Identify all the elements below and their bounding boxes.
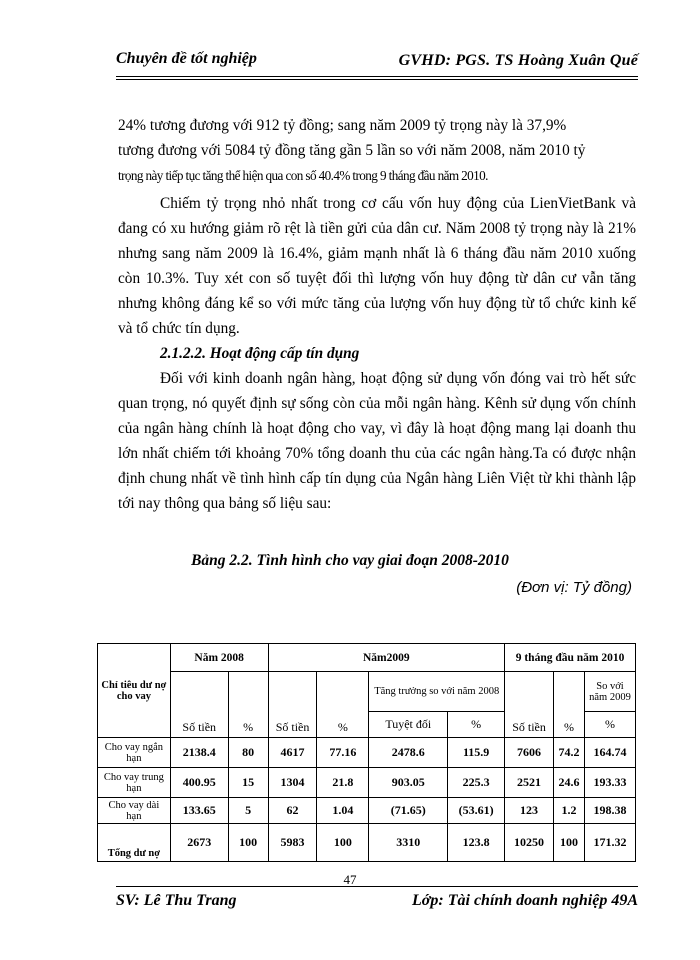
section-heading: 2.1.2.2. Hoạt động cấp tín dụng	[160, 345, 360, 362]
col-growth: Tăng trưởng so với năm 2008	[369, 672, 505, 712]
group-2010: 9 tháng đầu năm 2010	[505, 644, 636, 672]
cell: 7606	[505, 738, 554, 768]
row-label: Tổng dư nợ	[98, 824, 171, 862]
cell: 62	[268, 798, 317, 824]
cell: 1304	[268, 768, 317, 798]
col-amount-2008: Số tiền	[170, 672, 228, 738]
cell: 225.3	[448, 768, 505, 798]
cell: 100	[554, 824, 585, 862]
col-amount-2009: Số tiền	[268, 672, 317, 738]
paragraph: Chiếm tỷ trọng nhỏ nhất trong cơ cấu vốn huy động của LienVietBank và đang có xu hướng giảm rõ rệt là tiền gửi của dân cư. Năm 2008 tỷ trọng này là 21% nhưng sang năm 2009 là 16.4%, giảm mạnh nhất là 6 tháng đầu năm 2010 xuống còn 10.3%. Tuy xét con số tuyệt đối thì lượng vốn huy động từ dân cư vẫn tăng nhưng không đáng kể so với mức tăng của lượng vốn huy động từ tổ chức kinh kế và tổ chức tín dụng.	[118, 195, 636, 337]
col-pct-2010: %	[554, 672, 585, 738]
cell: 4617	[268, 738, 317, 768]
table-row	[98, 738, 636, 768]
paragraph-line: trọng này tiếp tục tăng thể hiện qua con số 40.4% trong 9 tháng đầu năm 2010.	[118, 168, 488, 183]
col-pct-2008: %	[228, 672, 268, 738]
page-header	[116, 50, 638, 74]
table-caption: Bảng 2.2. Tình hình cho vay giai đoạn 2008-2010	[191, 552, 509, 569]
paragraph-line: tương đương với 5084 tỷ đồng tăng gần 5 lần so với năm 2008, năm 2010 tỷ	[118, 142, 586, 159]
paragraph: Đối với kinh doanh ngân hàng, hoạt động sử dụng vốn đóng vai trò hết sức quan trọng, nó quyết định sự sống còn của mỗi ngân hàng. Kênh sử dụng vốn chính của ngân hàng chính là hoạt động cho vay, vì đây là hoạt động mang lại doanh thu lớn nhất chiếm tới khoảng 70% tổng doanh thu của các ngân hàng.Ta có được nhận định chung nhất về tình hình cấp tín dụng của Ngân hàng Liên Việt từ khi thành lập tới nay thông qua bảng số liệu sau:	[118, 370, 636, 512]
cell: 198.38	[584, 798, 635, 824]
group-2008: Năm 2008	[170, 644, 268, 672]
col-compare-pct: %	[584, 712, 635, 738]
cell: 903.05	[369, 768, 448, 798]
cell: 400.95	[170, 768, 228, 798]
table-row	[98, 768, 636, 798]
page-number: 47	[343, 872, 357, 887]
footer-rule	[116, 886, 638, 887]
cell: 2521	[505, 768, 554, 798]
cell: (71.65)	[369, 798, 448, 824]
cell: 123	[505, 798, 554, 824]
cell: 24.6	[554, 768, 585, 798]
cell: 1.2	[554, 798, 585, 824]
cell: 193.33	[584, 768, 635, 798]
cell: 100	[317, 824, 369, 862]
cell: 100	[228, 824, 268, 862]
col-growth-pct: %	[448, 712, 505, 738]
cell: 21.8	[317, 768, 369, 798]
footer-student: SV: Lê Thu Trang	[116, 892, 237, 909]
body-text	[118, 113, 636, 516]
cell: 3310	[369, 824, 448, 862]
cell: 2138.4	[170, 738, 228, 768]
page-footer	[116, 892, 638, 914]
cell: 5	[228, 798, 268, 824]
row-label: Cho vay dài hạn	[98, 798, 171, 824]
loan-table	[97, 643, 636, 862]
row-label: Cho vay ngắn hạn	[98, 738, 171, 768]
paragraph-line: 24% tương đương với 912 tỷ đồng; sang năm 2009 tỷ trọng này là 37,9%	[118, 117, 567, 134]
header-title: Chuyên đề tốt nghiệp	[116, 50, 257, 67]
cell: 77.16	[317, 738, 369, 768]
cell: 164.74	[584, 738, 635, 768]
col-amount-2010: Số tiền	[505, 672, 554, 738]
cell: 123.8	[448, 824, 505, 862]
col-pct-2009: %	[317, 672, 369, 738]
header-advisor: GVHD: PGS. TS Hoàng Xuân Quế	[398, 52, 638, 69]
cell: 5983	[268, 824, 317, 862]
header-rule-2	[116, 79, 638, 80]
table-row-total	[98, 824, 636, 862]
footer-class: Lớp: Tài chính doanh nghiệp 49A	[412, 892, 638, 909]
cell: 74.2	[554, 738, 585, 768]
table-unit: (Đơn vị: Tỷ đồng)	[516, 579, 632, 596]
group-2009: Năm2009	[268, 644, 505, 672]
row-label: Cho vay trung hạn	[98, 768, 171, 798]
cell: 80	[228, 738, 268, 768]
cell: 115.9	[448, 738, 505, 768]
header-rule	[116, 76, 638, 77]
cell: 171.32	[584, 824, 635, 862]
cell: (53.61)	[448, 798, 505, 824]
col-compare: So với năm 2009	[584, 672, 635, 712]
cell: 1.04	[317, 798, 369, 824]
cell: 133.65	[170, 798, 228, 824]
cell: 15	[228, 768, 268, 798]
cell: 2478.6	[369, 738, 448, 768]
cell: 2673	[170, 824, 228, 862]
table-row	[98, 798, 636, 824]
row-header: Chỉ tiêu dư nợ cho vay	[98, 644, 171, 738]
col-absolute: Tuyệt đối	[369, 712, 448, 738]
cell: 10250	[505, 824, 554, 862]
